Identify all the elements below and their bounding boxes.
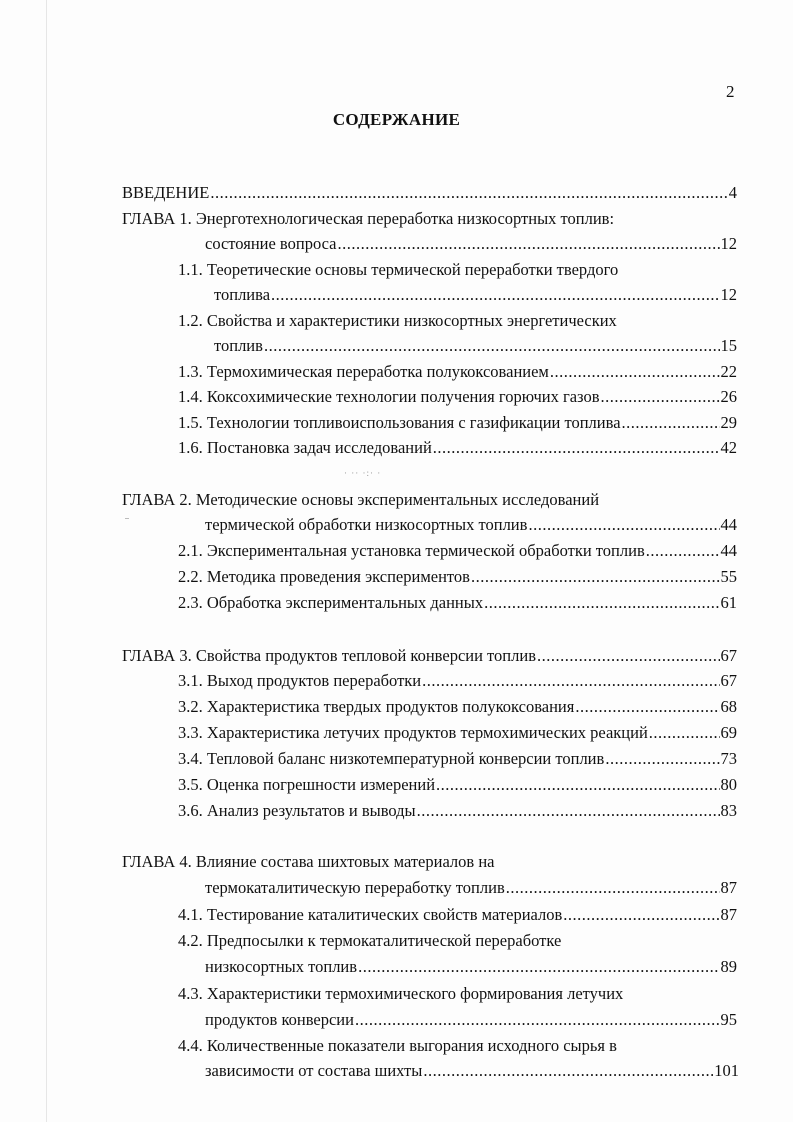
toc-section-3-2: 3.2. Характеристика твердых продуктов полукоксования ..... 68 [178, 696, 737, 718]
toc-section-2-3: 2.3. Обработка экспериментальных данных ..... 61 [178, 592, 737, 614]
toc-section-1-4: 1.4. Коксохимические технологии получения горючих газов ..... 26 [178, 386, 737, 408]
toc-section-1-3: 1.3. Термохимическая переработка полукоксованием ..... 22 [178, 361, 737, 383]
toc-section-1-2-title: 1.2. Свойства и характеристики низкосортных энергетических [178, 311, 617, 330]
toc-section-3-3: 3.3. Характеристика летучих продуктов термохимических реакций ..... 69 [178, 722, 737, 744]
toc-section-2-1: 2.1. Экспериментальная установка термической обработки топлив ..... 44 [178, 540, 737, 562]
page-number: 2 [726, 82, 735, 101]
toc-section-1-1: топлива ..... 12 [214, 284, 737, 306]
toc-entry-introduction: ВВЕДЕНИЕ ..... 4 [122, 182, 737, 204]
toc-section-1-1-title: 1.1. Теоретические основы термической переработки твердого [178, 260, 619, 279]
toc-section-3-1: 3.1. Выход продуктов переработки ..... 67 [178, 670, 737, 692]
toc-section-3-6: 3.6. Анализ результатов и выводы ..... 83 [178, 800, 737, 822]
toc-section-2-2: 2.2. Методика проведения экспериментов ..... 55 [178, 566, 737, 588]
toc-section-4-3-title: 4.3. Характеристики термохимического формирования летучих [178, 984, 624, 1003]
toc-chapter-2: термической обработки низкосортных топлив ..... 44 [205, 514, 737, 536]
toc-chapter-4-title: ГЛАВА 4. Влияние состава шихтовых материалов на [122, 852, 495, 871]
toc-section-4-4: зависимости от состава шихты ..... 101 [205, 1060, 739, 1082]
toc-section-4-2-title: 4.2. Предпосылки к термокаталитической переработке [178, 931, 562, 950]
toc-section-4-3: продуктов конверсии ..... 95 [205, 1009, 737, 1031]
page-edge-shadow [46, 0, 47, 1122]
toc-section-1-2: топлив ..... 15 [214, 335, 737, 357]
toc-section-1-6: 1.6. Постановка задач исследований ..... 42 [178, 437, 737, 459]
toc-chapter-4: термокаталитическую переработку топлив ..... 87 [205, 877, 737, 899]
toc-chapter-3: ГЛАВА 3. Свойства продуктов тепловой конверсии топлив ..... 67 [122, 645, 737, 667]
toc-section-3-5: 3.5. Оценка погрешности измерений ..... 80 [178, 774, 737, 796]
toc-chapter-1: состояние вопроса ..... 12 [205, 233, 737, 255]
scan-artifact: · ·· ·:· · [344, 468, 382, 478]
toc-chapter-1-title: ГЛАВА 1. Энерготехнологическая переработка низкосортных топлив: [122, 209, 615, 228]
toc-section-3-4: 3.4. Тепловой баланс низкотемпературной конверсии топлив ..... 73 [178, 748, 737, 770]
toc-title: СОДЕРЖАНИЕ [332, 110, 461, 129]
toc-section-4-1: 4.1. Тестирование каталитических свойств материалов ..... 87 [178, 904, 737, 926]
toc-section-1-5: 1.5. Технологии топливоиспользования с газификации топлива ..... 29 [178, 412, 737, 434]
scan-mark [125, 518, 129, 519]
toc-chapter-2-title: ГЛАВА 2. Методические основы экспериментальных исследований [122, 490, 600, 509]
toc-section-4-2: низкосортных топлив ..... 89 [205, 956, 737, 978]
toc-section-4-4-title: 4.4. Количественные показатели выгорания исходного сырья в [178, 1036, 617, 1055]
